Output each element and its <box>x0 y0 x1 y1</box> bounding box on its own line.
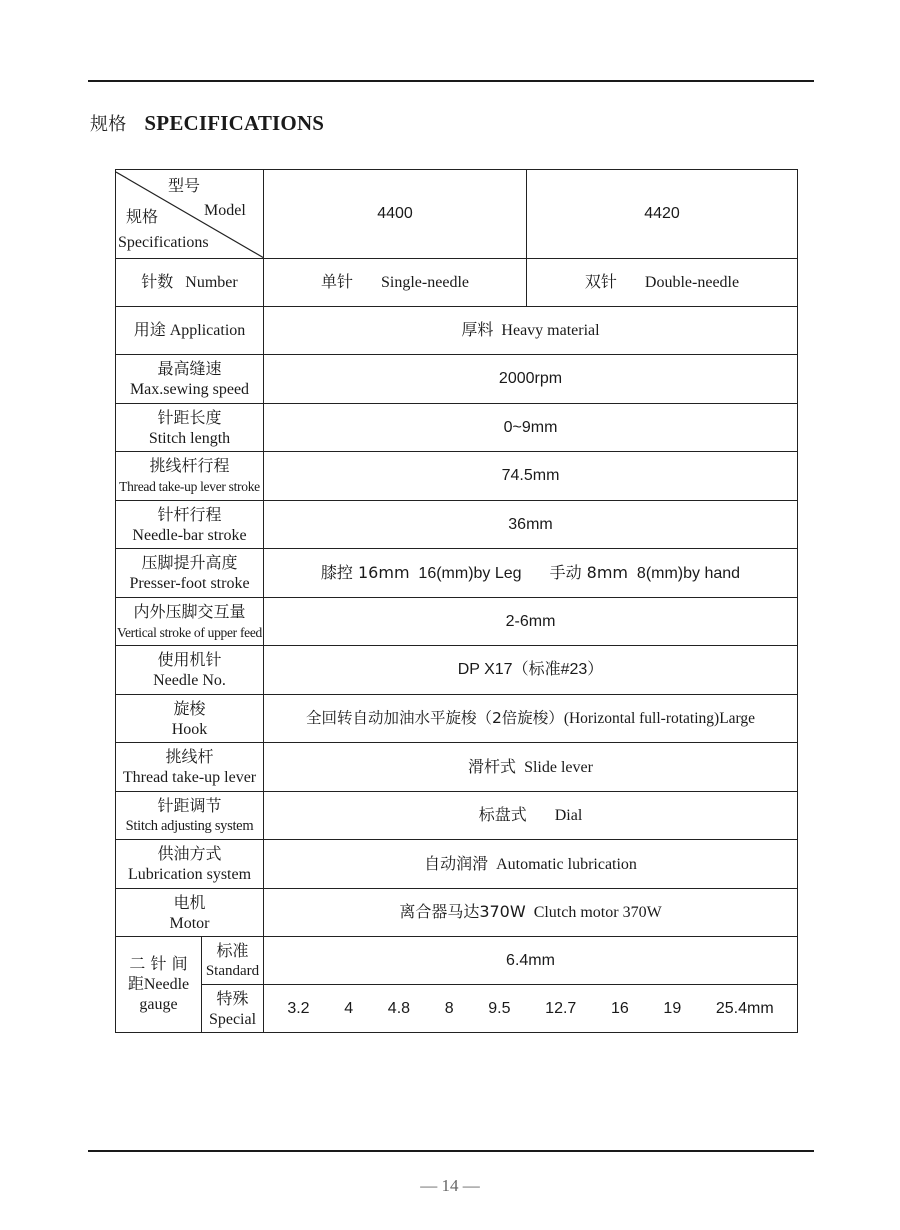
value-application: 厚料 Heavy material <box>264 307 798 355</box>
value-stitch-length: 0~9mm <box>264 404 798 452</box>
value-needle-bar: 36mm <box>264 501 798 549</box>
value-gauge-special <box>264 985 798 1033</box>
label-application: 用途 Application <box>116 307 264 355</box>
value-vertical-stroke: 2-6mm <box>264 598 798 646</box>
label-hook: 旋梭 Hook <box>116 695 264 743</box>
label-needle-gauge: 二 针 间 距Needle gauge <box>116 937 202 1033</box>
model-4400-header: 4400 <box>264 170 527 259</box>
row-motor <box>116 889 798 937</box>
row-application <box>116 307 798 355</box>
special-gauge-value: 25.4mm <box>715 999 774 1017</box>
label-stitch-adjust: 针距调节 Stitch adjusting system <box>116 792 264 840</box>
value-speed: 2000rpm <box>264 355 798 404</box>
special-gauge-value: 9.5 <box>488 999 511 1017</box>
special-gauge-value: 8 <box>444 999 454 1017</box>
special-gauge-value: 19 <box>663 999 682 1017</box>
label-speed: 最高缝速 Max.sewing speed <box>116 355 264 404</box>
value-lubrication: 自动润滑 Automatic lubrication <box>264 840 798 889</box>
top-rule <box>88 80 814 82</box>
label-vertical-stroke: 内外压脚交互量 Vertical stroke of upper feed <box>116 598 264 646</box>
label-presser-foot: 压脚提升高度 Presser-foot stroke <box>116 549 264 598</box>
row-presser-foot <box>116 549 798 598</box>
label-gauge-standard: 标准 Standard <box>202 937 264 985</box>
row-needle-no <box>116 646 798 695</box>
page-heading <box>90 110 324 136</box>
row-hook <box>116 695 798 743</box>
heading-cn: 规格 <box>90 114 127 135</box>
model-4420-header: 4420 <box>527 170 798 259</box>
label-lubrication: 供油方式 Lubrication system <box>116 840 264 889</box>
row-needle-bar <box>116 501 798 549</box>
row-stitch-adjust <box>116 792 798 840</box>
special-gauge-value: 3.2 <box>287 999 310 1017</box>
model-label-en: Model <box>204 202 246 219</box>
value-takeup-stroke: 74.5mm <box>264 452 798 501</box>
row-stitch-length <box>116 404 798 452</box>
label-number: 针数 Number <box>116 259 264 307</box>
row-gauge-standard <box>116 937 798 985</box>
spec-label-en: Specifications <box>118 234 209 251</box>
row-gauge-special <box>116 985 798 1033</box>
special-gauge-value: 16 <box>610 999 629 1017</box>
value-number-4400: 单针 Single-needle <box>264 259 527 307</box>
row-vertical-stroke <box>116 598 798 646</box>
row-takeup-stroke <box>116 452 798 501</box>
model-label-cn: 型号 <box>168 176 201 195</box>
row-takeup-lever <box>116 743 798 792</box>
special-gauge-value: 4 <box>344 999 354 1017</box>
diagonal-header-cell <box>116 170 264 259</box>
page-number: — 14 — <box>420 1176 480 1195</box>
table-header-row <box>116 170 798 259</box>
row-number <box>116 259 798 307</box>
label-stitch-length: 针距长度 Stitch length <box>116 404 264 452</box>
heading-en: SPECIFICATIONS <box>144 111 325 135</box>
label-takeup-lever: 挑线杆 Thread take-up lever <box>116 743 264 792</box>
row-lubrication <box>116 840 798 889</box>
value-needle-no: DP X17（标准#23） <box>264 646 798 695</box>
label-motor: 电机 Motor <box>116 889 264 937</box>
spec-label-cn: 规格 <box>126 207 159 226</box>
label-needle-no: 使用机针 Needle No. <box>116 646 264 695</box>
label-needle-bar: 针杆行程 Needle-bar stroke <box>116 501 264 549</box>
row-speed <box>116 355 798 404</box>
value-presser-foot: 膝控 16mm 16(mm)by Leg 手动 8mm 8(mm)by hand <box>264 549 798 598</box>
value-gauge-standard: 6.4mm <box>264 937 798 985</box>
value-stitch-adjust: 标盘式 Dial <box>264 792 798 840</box>
bottom-rule <box>88 1150 814 1152</box>
value-number-4420: 双针 Double-needle <box>527 259 798 307</box>
value-hook: 全回转自动加油水平旋梭（2倍旋梭）(Horizontal full-rotating)Large <box>264 695 798 743</box>
value-motor: 离合器马达370W Clutch motor 370W <box>264 889 798 937</box>
label-takeup-stroke: 挑线杆行程 Thread take-up lever stroke <box>116 452 264 501</box>
label-gauge-special: 特殊 Special <box>202 985 264 1033</box>
specifications-table <box>115 169 798 1033</box>
value-takeup-lever: 滑杆式 Slide lever <box>264 743 798 792</box>
special-gauge-value: 12.7 <box>545 999 577 1017</box>
special-gauge-value: 4.8 <box>387 999 411 1017</box>
